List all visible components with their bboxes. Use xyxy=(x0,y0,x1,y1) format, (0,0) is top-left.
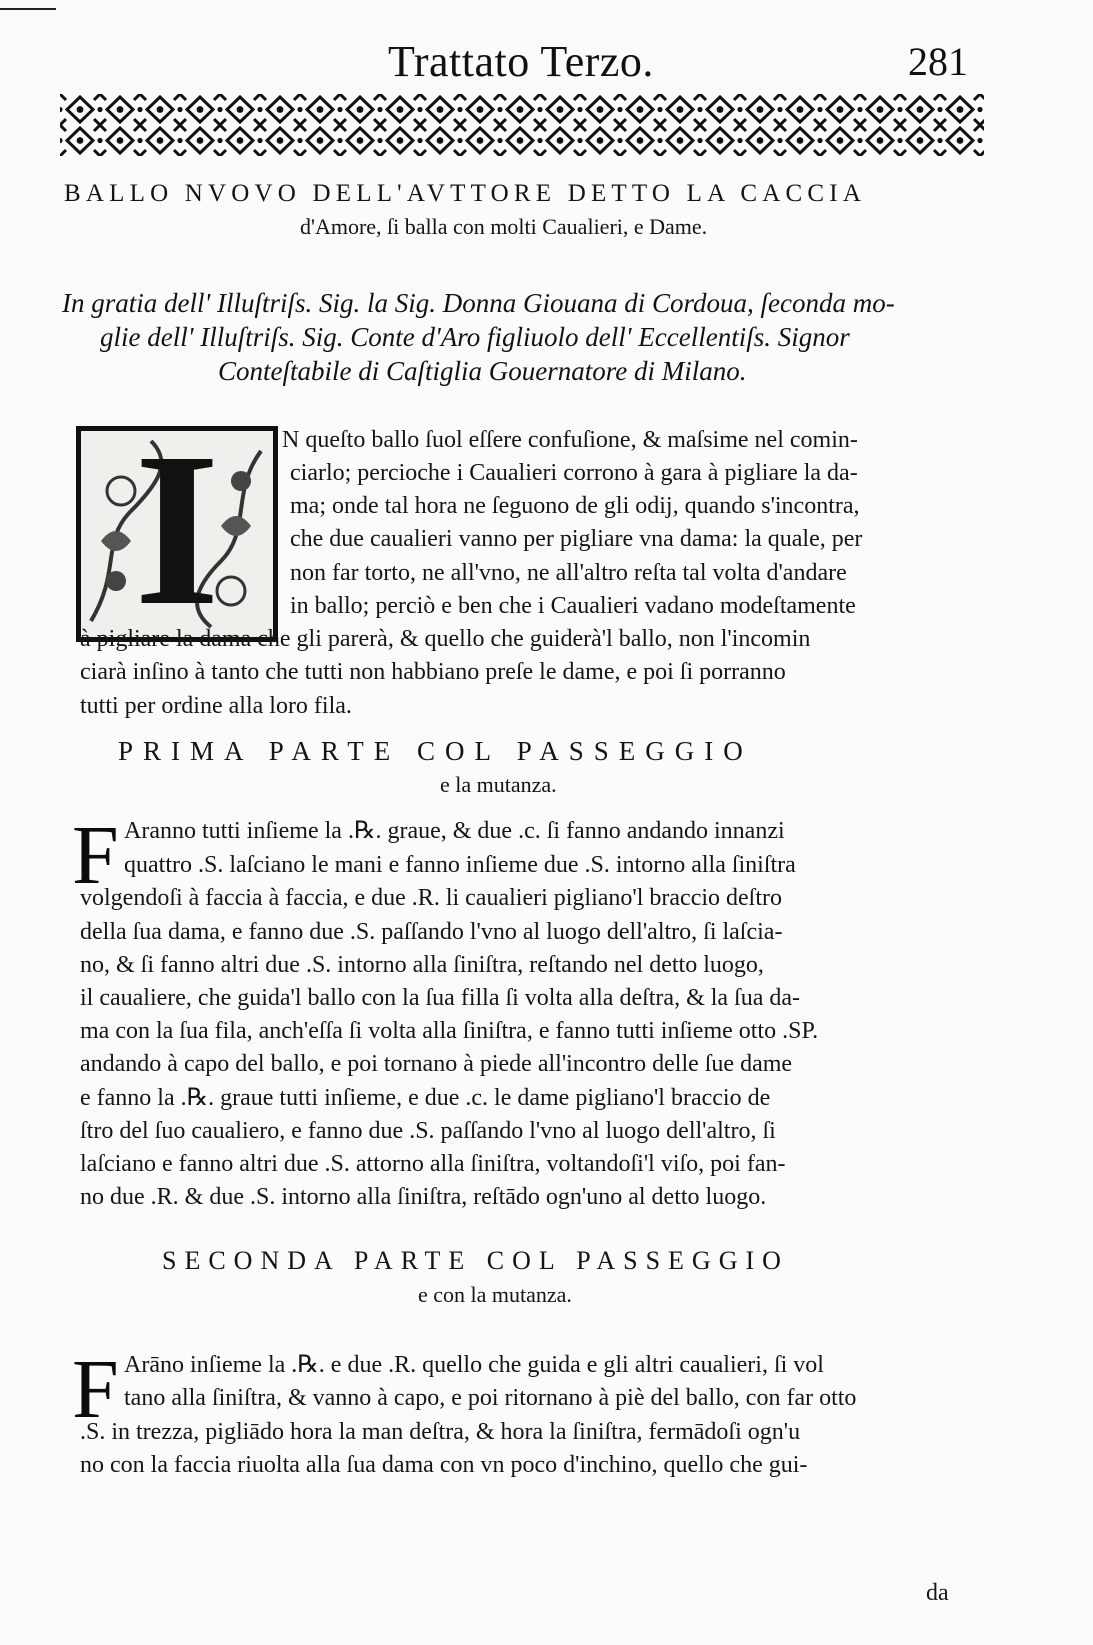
intro-line: ma; onde tal hora ne ſeguono de gli odij, quando s'incontra, xyxy=(290,493,860,519)
intro-line: ciarlo; percioche i Caualieri corrono à gara à pigliare la da- xyxy=(290,460,858,486)
part1-line: andando à capo del ballo, e poi tornano à piede all'incontro delle ſue dame xyxy=(80,1051,793,1077)
part1-line: ma con la ſua fila, anch'eſſa ſi volta alla ſiniſtra, e fanno tutti inſieme otto .SP. xyxy=(80,1018,819,1044)
intro-line: che due caualieri vanno per pigliare vna dama: la quale, per xyxy=(290,526,863,552)
intro-line: N queſto ballo ſuol eſſere confuſione, & maſsime nel comin- xyxy=(282,427,858,453)
intro-line: ciarà inſino à tanto che tutti non habbiano preſe le dame, e poi ſi porranno xyxy=(80,659,786,685)
initial-letter: I xyxy=(134,407,220,651)
part1-line: il caualiere, che guida'l ballo con la ſua filla ſi volta alla deſtra, & la ſua da- xyxy=(80,985,801,1011)
part2-initial: F xyxy=(72,1343,119,1436)
part1-line: ſtro del ſuo caualiero, e fanno due .S. paſſando l'vno al luogo dell'altro, ſi xyxy=(80,1118,776,1144)
intro-line: tutti per ordine alla loro fila. xyxy=(80,693,352,719)
part2-line: Arāno inſieme la .℞. e due .R. quello che guida e gli altri caualieri, ſi vol xyxy=(124,1352,824,1378)
part2-line: tano alla ſiniſtra, & vanno à capo, e poi ritornano à piè del ballo, con far otto xyxy=(124,1385,857,1411)
part1-line: laſciano e fanno altri due .S. attorno alla ſiniſtra, voltandoſi'l viſo, poi fan- xyxy=(80,1151,786,1177)
intro-line: non far torto, ne all'vno, ne all'altro reſta tal volta d'andare xyxy=(290,560,847,586)
page-number: 281 xyxy=(908,39,968,84)
running-head xyxy=(0,32,1093,92)
part2-heading: SECONDA PARTE COL PASSEGGIO xyxy=(162,1246,789,1275)
dedication-line-3: Conteſtabile di Caſtiglia Gouernatore di Milano. xyxy=(218,356,747,386)
dedication-line-1: In gratia dell' Illuſtriſs. Sig. la Sig. Donna Giouana di Cordoua, ſeconda mo- xyxy=(62,288,895,318)
part1-line: no due .R. & due .S. intorno alla ſiniſtra, reſtādo ogn'uno al detto luogo. xyxy=(80,1184,767,1210)
ornament-band xyxy=(60,94,984,156)
part1-line: e fanno la .℞. graue tutti inſieme, e due .c. le dame pigliano'l braccio de xyxy=(80,1085,771,1111)
part2-line: .S. in trezza, pigliādo hora la man deſtra, & hora la ſiniſtra, fermādoſi ogn'u xyxy=(80,1419,801,1445)
part1-initial: F xyxy=(72,809,119,902)
dance-title: BALLO NVOVO DELL'AVTTORE DETTO LA CACCIA xyxy=(64,180,867,207)
intro-line: à pigliare la dama che gli parerà, & quello che guiderà'l ballo, non l'incomin xyxy=(80,626,811,652)
part1-line: no, & ſi fanno altri due .S. intorno alla ſiniſtra, reſtando nel detto luogo, xyxy=(80,952,764,978)
dedication-line-2: glie dell' Illuſtriſs. Sig. Conte d'Aro figliuolo dell' Eccellentiſs. Signor xyxy=(100,322,850,352)
part2-line: no con la faccia riuolta alla ſua dama con vn poco d'inchino, quello che gui- xyxy=(80,1452,808,1478)
part2-subheading: e con la mutanza. xyxy=(418,1282,572,1307)
ornament-pattern xyxy=(60,94,984,156)
part1-line: quattro .S. laſciano le mani e fanno inſieme due .S. intorno alla ſiniſtra xyxy=(124,852,796,878)
dance-subtitle: d'Amore, ſi balla con molti Caualieri, e Dame. xyxy=(300,214,708,239)
part1-subheading: e la mutanza. xyxy=(440,772,557,797)
part1-line: della ſua dama, e fanno due .S. paſſando l'vno al luogo dell'altro, ſi laſcia- xyxy=(80,919,783,945)
decorated-initial xyxy=(76,407,278,651)
intro-line: in ballo; perciò e ben che i Caualieri vadano modeſtamente xyxy=(290,593,856,619)
catchword: da xyxy=(926,1580,949,1606)
part1-line: Aranno tutti inſieme la .℞. graue, & due .c. ſi fanno andando innanzi xyxy=(124,818,785,844)
part1-heading: PRIMA PARTE COL PASSEGGIO xyxy=(118,736,753,766)
running-title: Trattato Terzo. xyxy=(388,37,654,86)
part1-line: volgendoſi à faccia à faccia, e due .R. li caualieri pigliano'l braccio deſtro xyxy=(80,885,782,911)
page-edge-mark xyxy=(0,8,56,10)
